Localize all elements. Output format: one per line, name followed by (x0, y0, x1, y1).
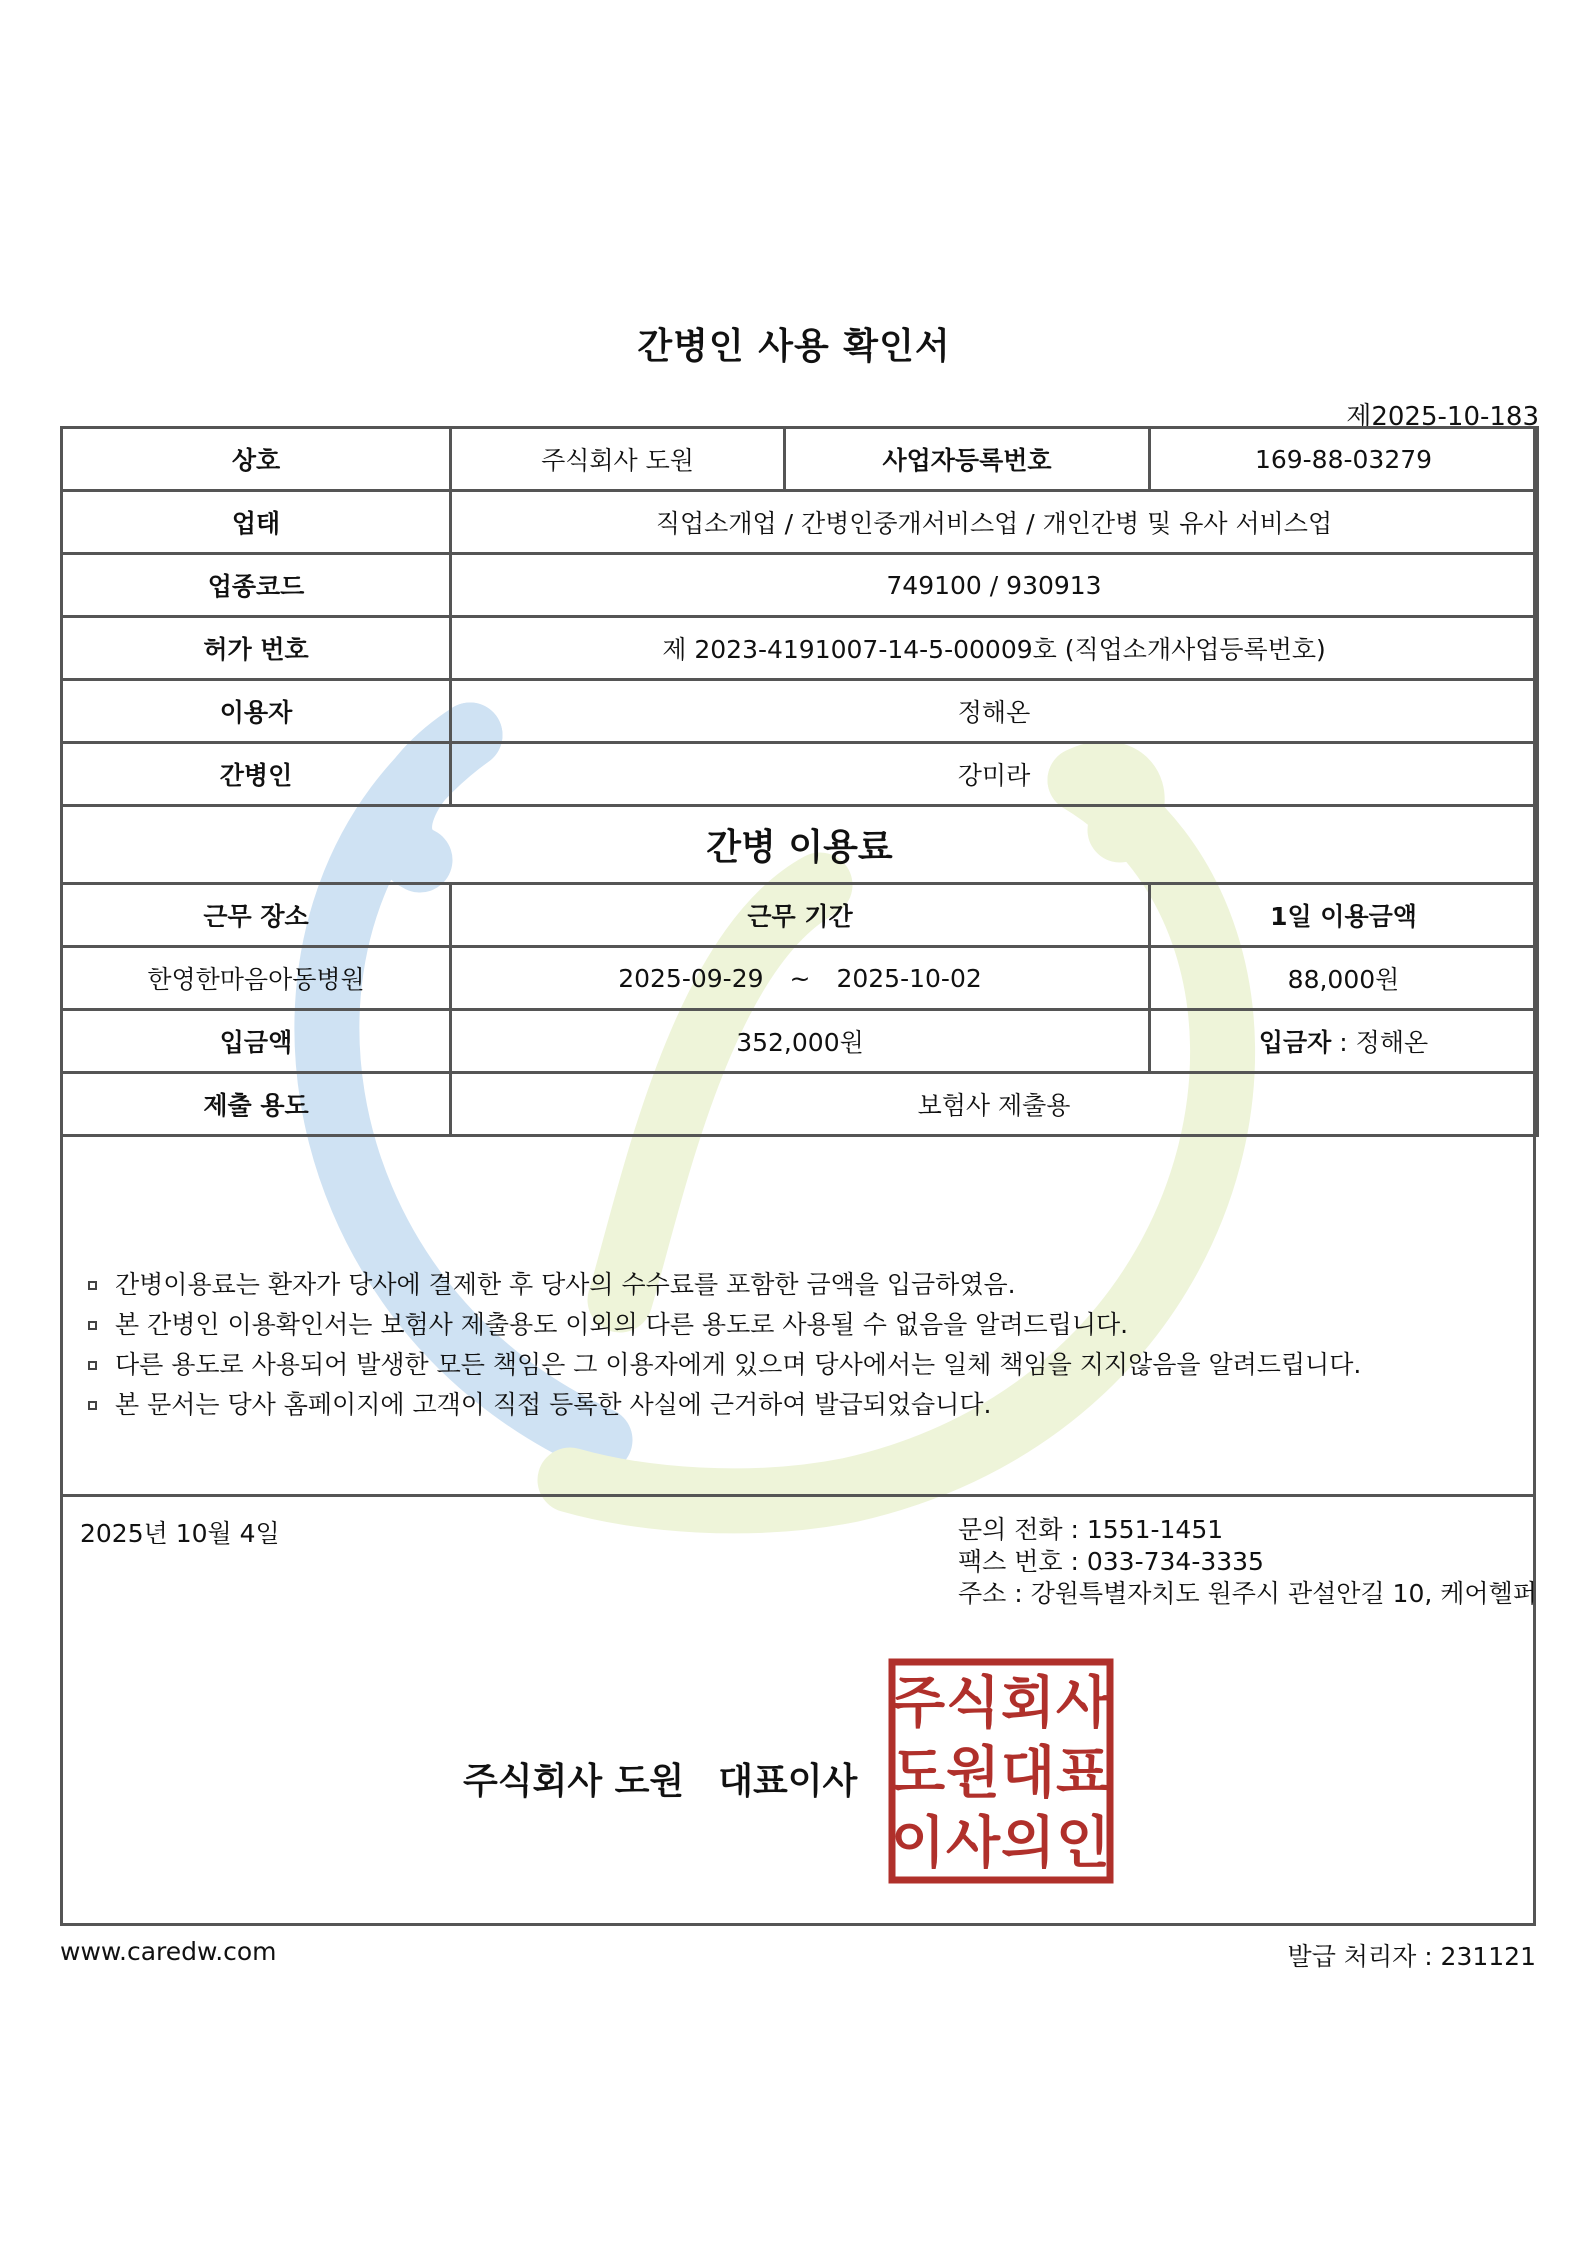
payment-label: 입금액 (62, 1010, 451, 1073)
company-label: 상호 (62, 428, 451, 491)
payer-separator: : (1339, 1028, 1348, 1057)
license-label: 허가 번호 (62, 617, 451, 680)
seal-character: 표 (1055, 1741, 1111, 1806)
list-item (88, 1345, 1361, 1385)
seal-character: 사 (1055, 1671, 1111, 1736)
square-bullet-icon (88, 1361, 97, 1370)
contact-info (958, 1514, 1537, 1610)
square-bullet-icon (88, 1401, 97, 1410)
industry-label: 업태 (62, 491, 451, 554)
contact-fax: 팩스 번호 : 033-734-3335 (958, 1547, 1264, 1576)
fee-section-title: 간병 이용료 (62, 806, 1538, 884)
note-text: 본 문서는 당사 홈페이지에 고객이 직접 등록한 사실에 근거하여 발급되었습니다. (115, 1390, 992, 1419)
company-seal-stamp-icon (888, 1658, 1114, 1884)
contact-address: 주소 : 강원특별자치도 원주시 관설안길 10, 케어헬퍼 (958, 1579, 1537, 1608)
period-separator: ~ (789, 963, 811, 993)
document-title: 간병인 사용 확인서 (637, 326, 951, 367)
section-divider (60, 1494, 1536, 1497)
note-text: 다른 용도로 사용되어 발생한 모든 책임은 그 이용자에게 있으며 당사에서는 일체 책임을 지지않음을 알려드립니다. (115, 1350, 1362, 1379)
seal-character: 회 (1000, 1671, 1056, 1736)
signer-position: 대표이사 (718, 1761, 858, 1802)
list-item (88, 1305, 1361, 1345)
row-fee-section (62, 806, 1538, 884)
info-table (60, 426, 1539, 1137)
seal-character: 인 (1055, 1811, 1111, 1876)
industry-value: 직업소개업 / 간병인중개서비스업 / 개인간병 및 유사 서비스업 (451, 491, 1538, 554)
row-caregiver (62, 743, 1538, 806)
seal-character: 주 (890, 1671, 946, 1736)
row-license (62, 617, 1538, 680)
document-number: 제2025-10-183 (1346, 402, 1539, 432)
signer (463, 1753, 857, 1804)
industry-code-value: 749100 / 930913 (451, 554, 1538, 617)
contact-phone: 문의 전화 : 1551-1451 (958, 1515, 1224, 1544)
seal-character: 식 (945, 1671, 1001, 1736)
row-company (62, 428, 1538, 491)
company-value: 주식회사 도원 (451, 428, 785, 491)
biz-reg-value: 169-88-03279 (1150, 428, 1538, 491)
list-item (88, 1385, 1361, 1425)
payer-cell (1150, 1010, 1538, 1073)
square-bullet-icon (88, 1281, 97, 1290)
work-period-label: 근무 기간 (451, 884, 1150, 947)
issue-date: 2025년 10월 4일 (80, 1519, 280, 1548)
caregiver-value: 강미라 (451, 743, 1538, 806)
daily-fee-value: 88,000원 (1150, 947, 1538, 1010)
list-item (88, 1265, 1361, 1305)
caregiver-label: 간병인 (62, 743, 451, 806)
industry-code-label: 업종코드 (62, 554, 451, 617)
square-bullet-icon (88, 1321, 97, 1330)
work-period-value (451, 947, 1150, 1010)
row-purpose (62, 1073, 1538, 1136)
user-value: 정해온 (451, 680, 1538, 743)
row-work-headers (62, 884, 1538, 947)
seal-character: 대 (1000, 1741, 1056, 1806)
daily-fee-label: 1일 이용금액 (1150, 884, 1538, 947)
biz-reg-label: 사업자등록번호 (785, 428, 1150, 491)
purpose-value: 보험사 제출용 (451, 1073, 1538, 1136)
note-text: 간병이용료는 환자가 당사에 결제한 후 당사의 수수료를 포함한 금액을 입금하였음. (115, 1270, 1016, 1299)
work-end-date: 2025-10-02 (836, 963, 982, 993)
row-user (62, 680, 1538, 743)
notes-list (88, 1265, 1361, 1425)
work-place-value: 한영한마음아동병원 (62, 947, 451, 1010)
signer-company: 주식회사 도원 (463, 1761, 685, 1802)
row-industry (62, 491, 1538, 554)
issuer-id: 발급 처리자 : 231121 (1287, 1942, 1536, 1971)
row-industry-code (62, 554, 1538, 617)
payer-label: 입금자 (1258, 1028, 1332, 1057)
work-start-date: 2025-09-29 (618, 963, 764, 993)
seal-character: 이 (890, 1811, 946, 1876)
website-link[interactable]: www.caredw.com (60, 1937, 277, 1966)
row-payment (62, 1010, 1538, 1073)
payment-value: 352,000원 (451, 1010, 1150, 1073)
payer-value: 정해온 (1355, 1028, 1429, 1057)
license-value: 제 2023-4191007-14-5-00009호 (직업소개사업등록번호) (451, 617, 1538, 680)
purpose-label: 제출 용도 (62, 1073, 451, 1136)
seal-character: 원 (945, 1741, 1001, 1806)
work-place-label: 근무 장소 (62, 884, 451, 947)
seal-character: 의 (1000, 1811, 1056, 1876)
seal-character: 사 (945, 1811, 1001, 1876)
seal-character: 도 (890, 1741, 946, 1806)
row-work-values (62, 947, 1538, 1010)
user-label: 이용자 (62, 680, 451, 743)
note-text: 본 간병인 이용확인서는 보험사 제출용도 이외의 다른 용도로 사용될 수 없음을 알려드립니다. (115, 1310, 1129, 1339)
